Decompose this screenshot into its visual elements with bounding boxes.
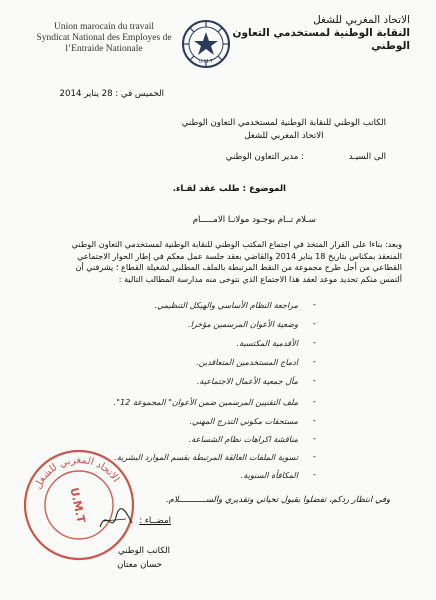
- signature-label: امضــاء :: [139, 516, 171, 526]
- sender-line: الاتحاد المغربي للشغل: [244, 131, 324, 141]
- header-ar: [233, 14, 410, 53]
- body-line: المنعقد بمكناس بتاريخ 18 يناير 2014 والقاضي بعقد جلسة عمل معكم في إطار الحوار الاجتماعي: [77, 250, 402, 261]
- list-item: ادماج المستخدمين المتعاقدين.: [196, 357, 298, 367]
- subject-line: الموضوع : طلب عقد لقـاء.: [172, 184, 286, 194]
- header-ar-line: الوطني: [371, 40, 410, 52]
- letter-date: الخميس في : 28 يناير 2014: [59, 89, 164, 99]
- stamp-ring-text: الاتحاد المغربي للشغل: [32, 454, 122, 491]
- header-fr-line: l’Entraide Nationale: [65, 44, 143, 54]
- letter-page: Union marocain du travail Syndicat National des Employes de l’Entraide Nationale U.M.T الاتحاد المغربي للشغل النقابة الوطنية لمستخدمي التعاون الوطني الخميس في : 28 يناير 2014 الكاتب الوطني للنقابة الوطنية لمستخدمي التعاون الوطني الاتحاد المغربي للشغل الى السيـد : مدير التعاون الوطني الموضوع : طلب عقد لقـاء. سـلام تــام بوجـود مولانـا الامـــــام وبعد: بناءا على القرار المتخذ في اجتماع المكتب الوطني للنقابة الوطنية لمستخدمي التعاون الوطني المنعقد بمكناس بتاريخ 18 يناير 2014 والقاضي بعقد جلسة عمل معكم في إطار الحوار الاجتماعي القطاعي من أجل طرح مجموعة من النقط المرتبطة بالملف المطلبي لشغيلة القطاع ؛ يشرفني أن ألتمس منكم تحديد موعد لعقد هذا الاجتماع الذي نتوخى منه مدارسة المطالب التالية : - مراجعة النظام الأساسي والهيكل التنظيمي. - وضعية الأعوان المرسمين مؤخرا. - الأقدمية المكتسبة. - ادماج المستخدمين المتعاقدين. - مآل جمعية الأعمال الاجتماعية. - ملف التقنيين المرسمين ضمن الأعوان" المجموعة 12". - مستحقات مكوني التدرج المهني. - مناقشة اكراهات نظام الشساعة. - تسوية الملفات العالقة المرتبطة بقسم الموارد البشرية. - المكافأة السنوية. وفي انتظار ردكم، تفضلوا بقبول تحياتي وتقديري والســـــــــــلام. امضــاء : الكاتب الوطني حسان معتان الاتحاد المغربي للشغل U.M.T: [0, 0, 436, 600]
- signature-name: حسان معتان: [117, 560, 162, 570]
- list-item: مآل جمعية الأعمال الاجتماعية.: [196, 376, 298, 386]
- list-item: تسوية الملفات العالقة المرتبطة بقسم الموارد البشرية.: [114, 452, 298, 462]
- logo-text: U.M.T: [198, 59, 214, 65]
- header-fr-line: Union marocain du travail: [54, 22, 154, 32]
- header-ar-line: الاتحاد المغربي للشغل: [313, 14, 410, 26]
- stamp-center-text: U.M.T: [67, 486, 88, 525]
- body-line: وبعد: بناءا على القرار المتخذ في اجتماع المكتب الوطني للنقابة الوطنية لمستخدمي التعاون الوطني: [71, 239, 402, 249]
- list-item: ملف التقنيين المرسمين ضمن الأعوان" المجموعة 12".: [113, 397, 298, 407]
- signature-title: الكاتب الوطني: [118, 546, 170, 556]
- list-item: الأقدمية المكتسبة.: [236, 338, 298, 348]
- umt-emblem-icon: [180, 18, 232, 70]
- sender-line: الكاتب الوطني للنقابة الوطنية لمستخدمي التعاون الوطني: [181, 118, 386, 128]
- list-item: مناقشة اكراهات نظام الشساعة.: [188, 434, 298, 444]
- header-ar-line: النقابة الوطنية لمستخدمي التعاون: [232, 27, 410, 39]
- recipient-value: : مدير التعاون الوطني: [225, 152, 304, 162]
- list-item: المكافأة السنوية.: [240, 470, 298, 480]
- header-fr-line: Syndicat National des Employes de: [36, 33, 172, 43]
- body-line: القطاعي من أجل طرح مجموعة من النقط المرتبطة بالملف المطلبي لشغيلة القطاع ؛ يشرفني أن: [75, 262, 402, 272]
- body-line: ألتمس منكم تحديد موعد لعقد هذا الاجتماع الذي نتوخى منه مدارسة المطالب التالية :: [118, 273, 402, 284]
- signature-scribble: [96, 505, 136, 535]
- recipient-label: الى السيـد: [348, 152, 386, 162]
- closing-line: وفي انتظار ردكم، تفضلوا بقبول تحياتي وتقديري والســـــــــــلام.: [166, 494, 390, 504]
- list-item: مستحقات مكوني التدرج المهني.: [189, 416, 298, 426]
- header-fr: [34, 22, 174, 55]
- sender-block: [182, 118, 386, 142]
- list-item: مراجعة النظام الأساسي والهيكل التنظيمي.: [154, 300, 298, 310]
- list-item: وضعية الأعوان المرسمين مؤخرا.: [188, 319, 298, 329]
- greeting: سـلام تــام بوجـود مولانـا الامـــــام: [192, 215, 316, 225]
- letter-body: [72, 239, 402, 285]
